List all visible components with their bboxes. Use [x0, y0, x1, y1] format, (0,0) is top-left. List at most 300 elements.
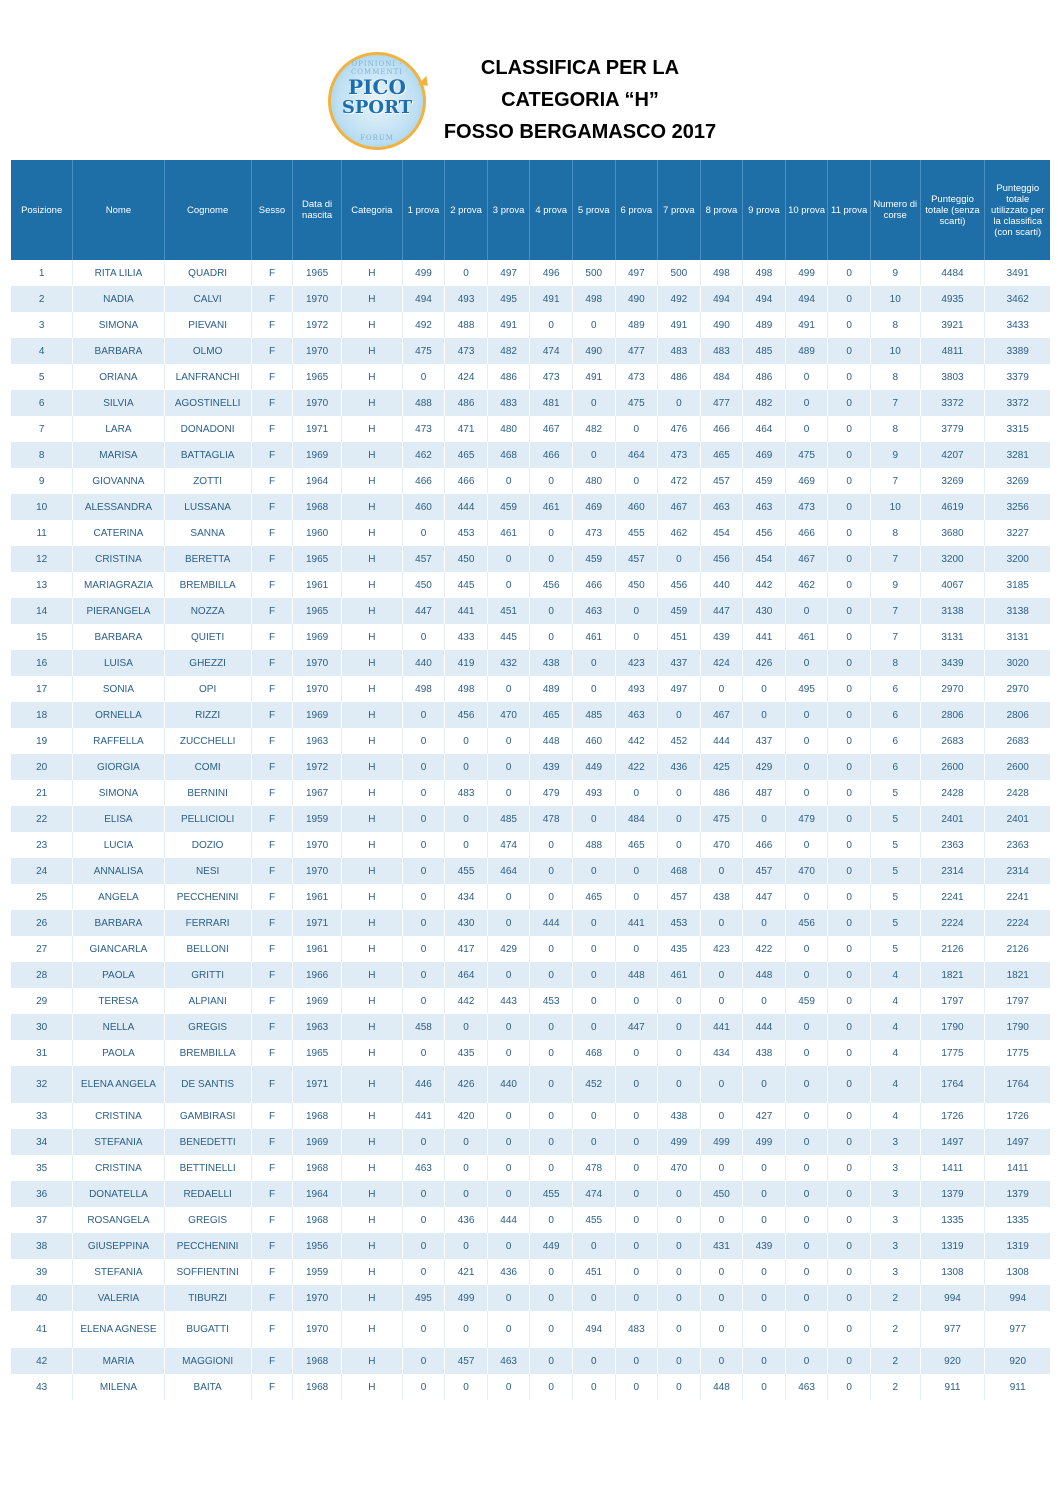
- table-cell: H: [341, 884, 402, 910]
- table-cell: FERRARI: [164, 910, 251, 936]
- table-row: [11, 1103, 1050, 1129]
- table-cell: 0: [700, 910, 743, 936]
- table-cell: 486: [487, 364, 530, 390]
- table-cell: 486: [743, 364, 786, 390]
- table-cell: 438: [743, 1040, 786, 1066]
- table-cell: 490: [700, 312, 743, 338]
- table-cell: 0: [530, 1259, 573, 1285]
- table-cell: 0: [700, 1348, 743, 1374]
- table-row: [11, 442, 1050, 468]
- table-row: [11, 416, 1050, 442]
- table-cell: 448: [530, 728, 573, 754]
- table-cell: H: [341, 1040, 402, 1066]
- table-cell: 498: [700, 260, 743, 286]
- table-cell: 0: [700, 1207, 743, 1233]
- table-cell: 477: [700, 390, 743, 416]
- table-cell: F: [251, 962, 293, 988]
- table-cell: 3269: [985, 468, 1050, 494]
- table-cell: ELENA ANGELA: [73, 1066, 164, 1103]
- table-cell: 4: [870, 1066, 920, 1103]
- table-cell: 4: [870, 1014, 920, 1040]
- table-cell: 478: [530, 806, 573, 832]
- table-cell: GHEZZI: [164, 650, 251, 676]
- table-cell: 1764: [920, 1066, 985, 1103]
- page-header: [0, 0, 1058, 160]
- table-cell: 444: [530, 910, 573, 936]
- table-cell: 2: [870, 1348, 920, 1374]
- table-cell: 0: [785, 1259, 828, 1285]
- table-cell: 1964: [293, 1181, 342, 1207]
- column-header: 9 prova: [743, 160, 786, 260]
- table-cell: 473: [785, 494, 828, 520]
- table-cell: 0: [785, 1155, 828, 1181]
- table-cell: 469: [572, 494, 615, 520]
- table-cell: 422: [743, 936, 786, 962]
- table-cell: H: [341, 650, 402, 676]
- table-cell: 1790: [920, 1014, 985, 1040]
- table-cell: 0: [402, 988, 445, 1014]
- table-cell: 441: [445, 598, 488, 624]
- table-cell: 0: [828, 702, 871, 728]
- table-cell: 0: [828, 468, 871, 494]
- title-line-1: CLASSIFICA PER LA: [480, 57, 680, 79]
- table-cell: 0: [828, 780, 871, 806]
- table-row: [11, 1259, 1050, 1285]
- table-cell: 457: [445, 1348, 488, 1374]
- table-cell: CATERINA: [73, 520, 164, 546]
- table-cell: 497: [487, 260, 530, 286]
- table-cell: 1961: [293, 572, 342, 598]
- table-cell: F: [251, 1374, 293, 1400]
- table-cell: H: [341, 598, 402, 624]
- table-cell: 7: [11, 416, 73, 442]
- table-cell: TERESA: [73, 988, 164, 1014]
- table-cell: 1969: [293, 988, 342, 1014]
- table-cell: ELENA AGNESE: [73, 1311, 164, 1348]
- table-cell: 494: [743, 286, 786, 312]
- table-cell: H: [341, 312, 402, 338]
- table-cell: 0: [828, 1207, 871, 1233]
- table-cell: 0: [700, 962, 743, 988]
- table-cell: 437: [658, 650, 701, 676]
- table-cell: 2: [870, 1311, 920, 1348]
- table-cell: 0: [402, 1259, 445, 1285]
- table-cell: 3462: [985, 286, 1050, 312]
- table-cell: 0: [828, 1129, 871, 1155]
- table-cell: 0: [828, 884, 871, 910]
- table-cell: NADIA: [73, 286, 164, 312]
- table-cell: 482: [572, 416, 615, 442]
- table-cell: H: [341, 1103, 402, 1129]
- table-cell: 0: [615, 884, 658, 910]
- table-cell: 39: [11, 1259, 73, 1285]
- table-cell: BARBARA: [73, 910, 164, 936]
- table-cell: 1965: [293, 260, 342, 286]
- table-cell: 459: [572, 546, 615, 572]
- table-cell: 15: [11, 624, 73, 650]
- table-cell: 494: [572, 1311, 615, 1348]
- table-cell: 0: [572, 312, 615, 338]
- table-row: [11, 988, 1050, 1014]
- table-cell: 491: [572, 364, 615, 390]
- table-cell: 466: [530, 442, 573, 468]
- table-cell: 4: [11, 338, 73, 364]
- table-cell: 456: [700, 546, 743, 572]
- table-cell: 438: [658, 1103, 701, 1129]
- table-row: [11, 936, 1050, 962]
- table-cell: 0: [572, 962, 615, 988]
- table-cell: MARIA: [73, 1348, 164, 1374]
- table-cell: 442: [445, 988, 488, 1014]
- table-cell: 424: [700, 650, 743, 676]
- table-cell: F: [251, 442, 293, 468]
- table-cell: 489: [743, 312, 786, 338]
- table-cell: F: [251, 1207, 293, 1233]
- table-cell: F: [251, 1040, 293, 1066]
- table-cell: 473: [615, 364, 658, 390]
- table-cell: 9: [870, 442, 920, 468]
- table-cell: 5: [11, 364, 73, 390]
- table-cell: 0: [445, 1181, 488, 1207]
- table-cell: H: [341, 728, 402, 754]
- table-cell: 475: [785, 442, 828, 468]
- table-cell: 6: [870, 702, 920, 728]
- table-cell: 0: [530, 884, 573, 910]
- table-cell: 483: [615, 1311, 658, 1348]
- table-cell: 467: [658, 494, 701, 520]
- table-cell: 467: [785, 546, 828, 572]
- table-cell: SOFFIENTINI: [164, 1259, 251, 1285]
- table-cell: 0: [828, 260, 871, 286]
- table-cell: H: [341, 364, 402, 390]
- table-cell: 461: [658, 962, 701, 988]
- table-cell: H: [341, 1181, 402, 1207]
- table-cell: 0: [402, 962, 445, 988]
- table-cell: 463: [700, 494, 743, 520]
- table-cell: 476: [658, 416, 701, 442]
- table-cell: 488: [572, 832, 615, 858]
- table-cell: 457: [700, 468, 743, 494]
- column-header: Sesso: [251, 160, 293, 260]
- table-cell: 0: [700, 1103, 743, 1129]
- table-cell: 429: [487, 936, 530, 962]
- table-cell: 0: [785, 1285, 828, 1311]
- table-cell: 0: [700, 676, 743, 702]
- table-cell: 0: [572, 390, 615, 416]
- table-cell: 0: [785, 1181, 828, 1207]
- table-cell: 465: [700, 442, 743, 468]
- table-cell: 0: [658, 832, 701, 858]
- column-header: Punteggio totale utilizzato per la classifica (con scarti): [985, 160, 1050, 260]
- ranking-table: [11, 160, 1050, 1400]
- table-row: [11, 520, 1050, 546]
- table-cell: 491: [658, 312, 701, 338]
- table-cell: 0: [658, 1207, 701, 1233]
- table-cell: BREMBILLA: [164, 1040, 251, 1066]
- table-cell: F: [251, 702, 293, 728]
- table-cell: 2683: [920, 728, 985, 754]
- table-cell: 1964: [293, 468, 342, 494]
- table-cell: 9: [11, 468, 73, 494]
- table-cell: 0: [445, 1374, 488, 1400]
- table-cell: 0: [615, 1207, 658, 1233]
- table-cell: 1970: [293, 858, 342, 884]
- table-cell: 434: [700, 1040, 743, 1066]
- table-cell: 1821: [985, 962, 1050, 988]
- table-cell: 0: [615, 1040, 658, 1066]
- table-cell: 9: [870, 572, 920, 598]
- table-cell: 0: [445, 832, 488, 858]
- table-cell: 0: [487, 754, 530, 780]
- table-cell: 0: [785, 728, 828, 754]
- table-cell: 3138: [920, 598, 985, 624]
- table-cell: 0: [700, 1285, 743, 1311]
- table-cell: 0: [785, 1129, 828, 1155]
- table-cell: 17: [11, 676, 73, 702]
- table-cell: 1963: [293, 728, 342, 754]
- table-cell: GIANCARLA: [73, 936, 164, 962]
- table-cell: 0: [530, 1155, 573, 1181]
- table-cell: H: [341, 1014, 402, 1040]
- table-cell: 1971: [293, 416, 342, 442]
- table-cell: 3200: [920, 546, 985, 572]
- table-cell: 484: [700, 364, 743, 390]
- column-header: 11 prova: [828, 160, 871, 260]
- table-cell: 0: [828, 338, 871, 364]
- table-cell: GAMBIRASI: [164, 1103, 251, 1129]
- table-row: [11, 858, 1050, 884]
- table-row: [11, 1348, 1050, 1374]
- table-cell: 0: [828, 858, 871, 884]
- table-cell: 1972: [293, 754, 342, 780]
- table-cell: 10: [870, 494, 920, 520]
- table-row: [11, 1311, 1050, 1348]
- table-cell: H: [341, 572, 402, 598]
- table-cell: 462: [785, 572, 828, 598]
- table-cell: 0: [658, 390, 701, 416]
- table-cell: 3921: [920, 312, 985, 338]
- table-cell: 0: [658, 1374, 701, 1400]
- column-header: 4 prova: [530, 160, 573, 260]
- table-cell: 3: [870, 1233, 920, 1259]
- table-row: [11, 1129, 1050, 1155]
- table-cell: 1963: [293, 1014, 342, 1040]
- table-cell: 30: [11, 1014, 73, 1040]
- table-cell: 10: [870, 286, 920, 312]
- table-cell: 447: [402, 598, 445, 624]
- table-cell: 1775: [985, 1040, 1050, 1066]
- table-cell: 10: [870, 338, 920, 364]
- table-cell: F: [251, 780, 293, 806]
- table-cell: 447: [743, 884, 786, 910]
- table-cell: 1497: [985, 1129, 1050, 1155]
- table-cell: F: [251, 1103, 293, 1129]
- table-row: [11, 1181, 1050, 1207]
- table-cell: 23: [11, 832, 73, 858]
- table-cell: 498: [572, 286, 615, 312]
- table-cell: 0: [658, 1066, 701, 1103]
- table-cell: 0: [658, 1233, 701, 1259]
- table-cell: 22: [11, 806, 73, 832]
- table-cell: 1969: [293, 624, 342, 650]
- table-cell: 0: [743, 988, 786, 1014]
- table-cell: 37: [11, 1207, 73, 1233]
- table-cell: F: [251, 468, 293, 494]
- table-cell: 0: [785, 1233, 828, 1259]
- table-cell: 500: [572, 260, 615, 286]
- table-cell: 0: [828, 1374, 871, 1400]
- table-cell: 1965: [293, 546, 342, 572]
- table-cell: 0: [402, 780, 445, 806]
- table-cell: 441: [615, 910, 658, 936]
- table-cell: H: [341, 676, 402, 702]
- table-cell: 1764: [985, 1066, 1050, 1103]
- table-cell: 0: [828, 754, 871, 780]
- table-cell: ANNALISA: [73, 858, 164, 884]
- table-cell: PIERANGELA: [73, 598, 164, 624]
- table-cell: 1968: [293, 1207, 342, 1233]
- table-cell: 466: [785, 520, 828, 546]
- table-cell: 492: [658, 286, 701, 312]
- table-row: [11, 702, 1050, 728]
- table-cell: 0: [487, 1181, 530, 1207]
- table-cell: 475: [402, 338, 445, 364]
- table-cell: 424: [445, 364, 488, 390]
- table-cell: 1319: [985, 1233, 1050, 1259]
- table-cell: NOZZA: [164, 598, 251, 624]
- table-cell: 3: [870, 1155, 920, 1181]
- table-cell: 3256: [985, 494, 1050, 520]
- table-cell: 0: [785, 1311, 828, 1348]
- table-cell: 495: [487, 286, 530, 312]
- table-cell: ZOTTI: [164, 468, 251, 494]
- table-cell: H: [341, 1285, 402, 1311]
- table-cell: 448: [743, 962, 786, 988]
- table-cell: 484: [615, 806, 658, 832]
- table-cell: 469: [785, 468, 828, 494]
- table-row: [11, 1374, 1050, 1400]
- table-cell: 13: [11, 572, 73, 598]
- table-cell: 474: [530, 338, 573, 364]
- table-cell: 0: [487, 962, 530, 988]
- table-cell: 4067: [920, 572, 985, 598]
- table-cell: 0: [572, 650, 615, 676]
- table-cell: H: [341, 494, 402, 520]
- table-cell: STEFANIA: [73, 1259, 164, 1285]
- table-cell: 461: [487, 520, 530, 546]
- table-row: [11, 1233, 1050, 1259]
- table-cell: 1335: [985, 1207, 1050, 1233]
- table-cell: 0: [487, 676, 530, 702]
- table-cell: 1970: [293, 650, 342, 676]
- table-cell: F: [251, 936, 293, 962]
- table-cell: 498: [402, 676, 445, 702]
- table-cell: 0: [530, 1348, 573, 1374]
- table-cell: 0: [487, 1233, 530, 1259]
- table-cell: 455: [530, 1181, 573, 1207]
- table-cell: 2241: [920, 884, 985, 910]
- table-cell: 1972: [293, 312, 342, 338]
- table-cell: ZUCCHELLI: [164, 728, 251, 754]
- table-cell: 0: [530, 1285, 573, 1311]
- table-cell: 453: [530, 988, 573, 1014]
- table-cell: 3433: [985, 312, 1050, 338]
- table-cell: 977: [985, 1311, 1050, 1348]
- table-cell: 11: [11, 520, 73, 546]
- table-row: [11, 1014, 1050, 1040]
- table-cell: PAOLA: [73, 962, 164, 988]
- table-row: [11, 676, 1050, 702]
- table-cell: 0: [530, 624, 573, 650]
- table-cell: 0: [402, 884, 445, 910]
- table-cell: 3281: [985, 442, 1050, 468]
- table-cell: 911: [985, 1374, 1050, 1400]
- table-row: [11, 494, 1050, 520]
- table-cell: 421: [445, 1259, 488, 1285]
- table-cell: CRISTINA: [73, 1155, 164, 1181]
- table-cell: 453: [658, 910, 701, 936]
- table-cell: 0: [700, 1259, 743, 1285]
- table-row: [11, 624, 1050, 650]
- table-cell: GRITTI: [164, 962, 251, 988]
- table-cell: 468: [487, 442, 530, 468]
- table-cell: 461: [785, 624, 828, 650]
- table-cell: 6: [870, 676, 920, 702]
- table-cell: 437: [743, 728, 786, 754]
- table-cell: 1790: [985, 1014, 1050, 1040]
- table-cell: 0: [615, 1103, 658, 1129]
- table-cell: F: [251, 1066, 293, 1103]
- table-cell: 420: [445, 1103, 488, 1129]
- table-cell: 430: [445, 910, 488, 936]
- table-cell: 444: [700, 728, 743, 754]
- table-cell: 19: [11, 728, 73, 754]
- table-cell: 0: [530, 468, 573, 494]
- table-cell: 1971: [293, 1066, 342, 1103]
- table-cell: 0: [445, 806, 488, 832]
- table-cell: 3379: [985, 364, 1050, 390]
- table-cell: BAITA: [164, 1374, 251, 1400]
- table-cell: ANGELA: [73, 884, 164, 910]
- table-cell: 5: [870, 936, 920, 962]
- table-cell: 479: [785, 806, 828, 832]
- table-cell: 0: [487, 884, 530, 910]
- table-cell: 16: [11, 650, 73, 676]
- column-header: 8 prova: [700, 160, 743, 260]
- table-cell: 464: [445, 962, 488, 988]
- table-cell: 450: [615, 572, 658, 598]
- table-cell: H: [341, 780, 402, 806]
- table-cell: 7: [870, 624, 920, 650]
- table-cell: 465: [445, 442, 488, 468]
- column-header: 5 prova: [572, 160, 615, 260]
- table-cell: 0: [572, 442, 615, 468]
- table-cell: 432: [487, 650, 530, 676]
- table-cell: 473: [658, 442, 701, 468]
- table-cell: 479: [530, 780, 573, 806]
- table-cell: 2401: [920, 806, 985, 832]
- table-cell: 3439: [920, 650, 985, 676]
- table-cell: BARBARA: [73, 624, 164, 650]
- table-cell: 0: [785, 780, 828, 806]
- table-cell: 0: [743, 1259, 786, 1285]
- table-cell: 0: [785, 1040, 828, 1066]
- table-cell: 470: [658, 1155, 701, 1181]
- table-cell: 457: [743, 858, 786, 884]
- table-cell: 0: [785, 598, 828, 624]
- table-cell: 0: [658, 546, 701, 572]
- table-cell: 0: [615, 1285, 658, 1311]
